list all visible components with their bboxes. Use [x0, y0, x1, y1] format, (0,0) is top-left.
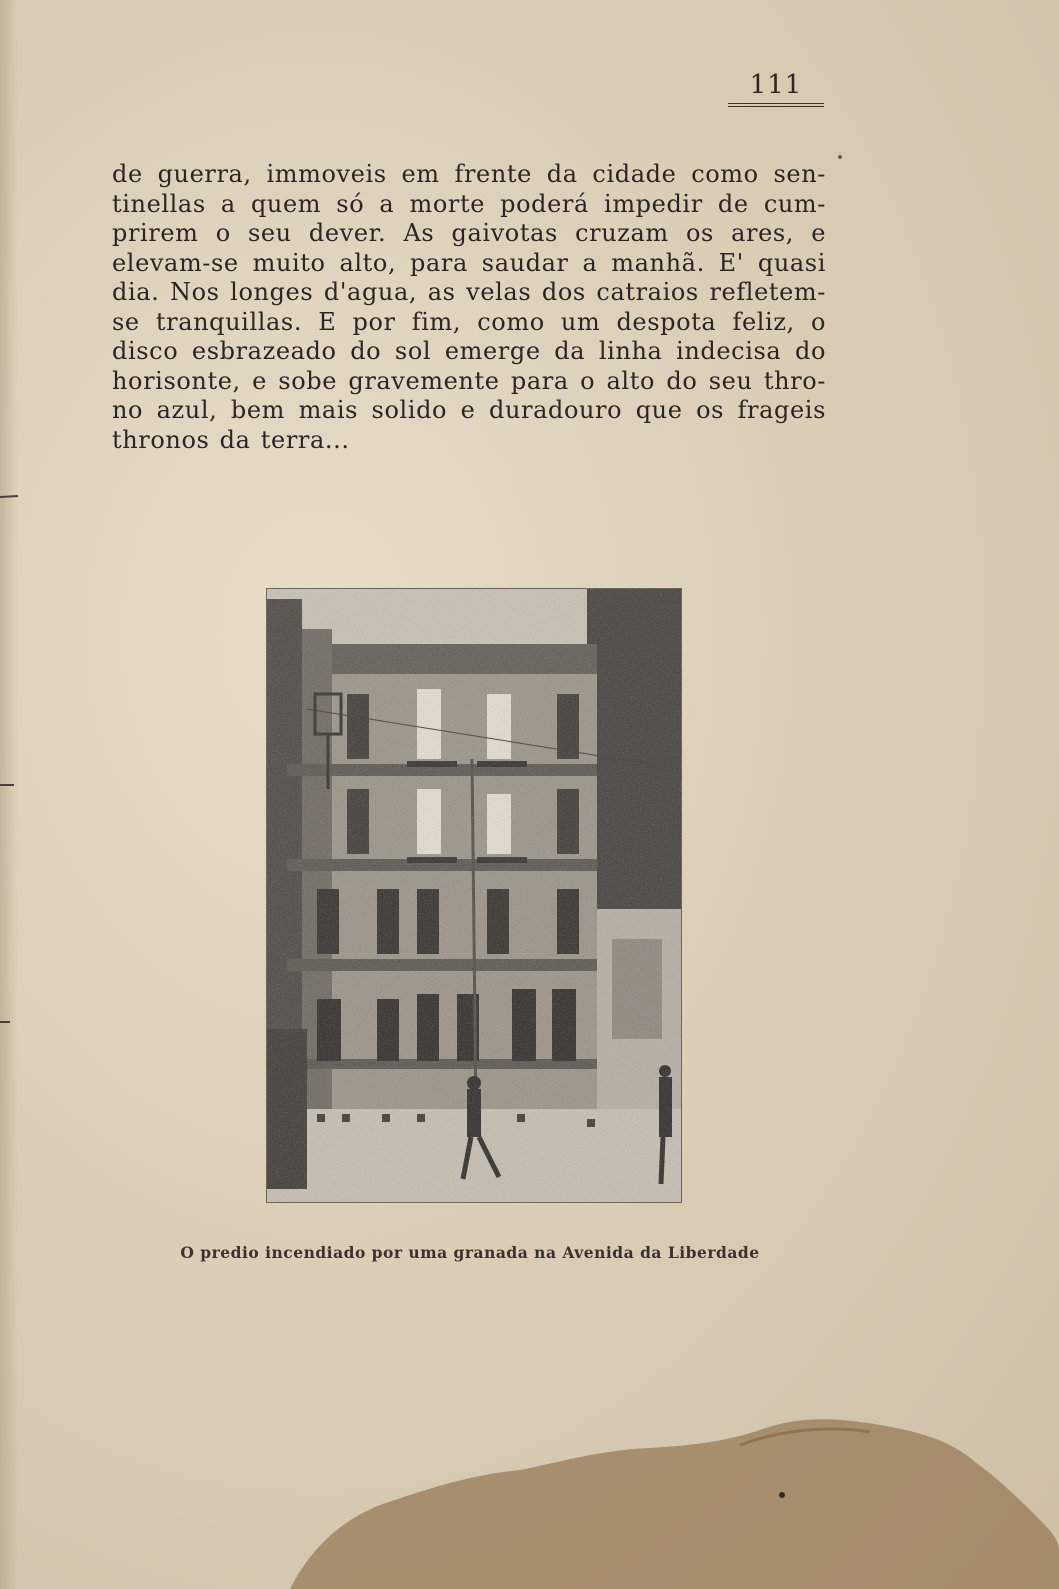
body-paragraph: [112, 160, 826, 455]
text-line: elevam-se muito alto, para saudar a manhã. E' quasi: [112, 248, 826, 277]
text-line: de guerra, immoveis em frente da cidade como sen-: [112, 160, 826, 188]
text-line: tinellas a quem só a morte poderá impedir de cum-: [112, 189, 826, 218]
text-line: disco esbrazeado do sol emerge da linha indecisa do: [112, 337, 826, 365]
text-line: se tranquillas. E por fim, como um despota feliz, o: [112, 307, 826, 336]
page-number-rule: [728, 103, 824, 107]
text-line: dia. Nos longes d'agua, as velas dos catraios refletem-: [112, 278, 826, 306]
page-number: 111: [749, 70, 803, 100]
photo-illustration: [267, 589, 681, 1202]
text-line: horisonte, e sobe gravemente para o alto do seu thro-: [112, 366, 826, 395]
text-line: prirem o seu dever. As gaivotas cruzam os ares, e: [112, 219, 826, 247]
text-line: no azul, bem mais solido e duradouro que os frageis: [112, 396, 826, 424]
text-line: thronos da terra...: [112, 425, 350, 454]
photo-caption: O predio incendiado por uma granada na Avenida da Liberdade: [180, 1243, 760, 1262]
page-number-block: [728, 70, 824, 107]
page-edge-shadow: [0, 0, 18, 1589]
burned-building-photo: [266, 588, 682, 1203]
